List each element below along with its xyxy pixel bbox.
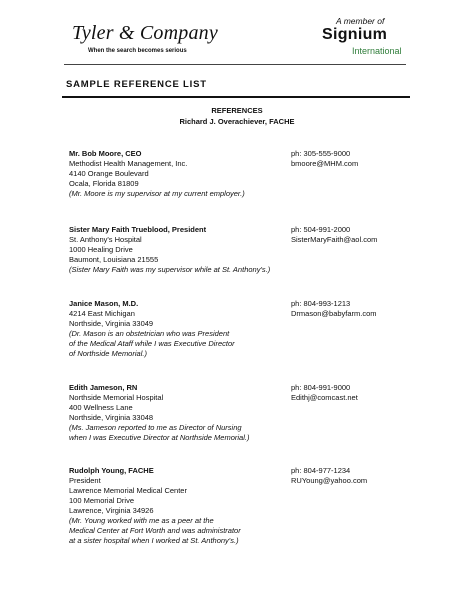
reference-line: President <box>69 476 101 485</box>
reference-email: SisterMaryFaith@aol.com <box>291 235 378 244</box>
reference-note: (Dr. Mason is an obstetrician who was President <box>69 329 230 338</box>
reference-note: when I was Executive Director at Northside Memorial.) <box>69 433 250 442</box>
reference-line: 1000 Healing Drive <box>69 245 133 254</box>
reference-note: of Northside Memorial.) <box>69 349 147 358</box>
member-of-label: A member of <box>336 16 385 26</box>
logo-tagline: When the search becomes serious <box>88 48 187 54</box>
reference-note: at a sister hospital when I worked at St. Anthony's.) <box>69 536 239 545</box>
reference-line: Methodist Health Management, Inc. <box>69 159 188 168</box>
reference-note: Medical Center at Fort Worth and was administrator <box>69 526 241 535</box>
reference-line: Baumont, Louisiana 21555 <box>69 255 159 264</box>
title-divider <box>62 96 410 98</box>
reference-note: (Mr. Moore is my supervisor at my current employer.) <box>69 189 245 198</box>
reference-line: Northside Memorial Hospital <box>69 393 164 402</box>
signium-logo <box>322 14 422 60</box>
candidate-name: Richard J. Overachiever, FACHE <box>179 117 295 126</box>
reference-line: Lawrence, Virginia 34926 <box>69 506 154 515</box>
reference-phone: ph: 804-993-1213 <box>291 299 351 308</box>
reference-phone: ph: 804-977-1234 <box>291 466 351 475</box>
reference-line: 100 Memorial Drive <box>69 496 135 505</box>
reference-name: Janice Mason, M.D. <box>69 299 139 308</box>
reference-email: RUYoung@yahoo.com <box>291 476 368 485</box>
reference-email: Drmason@babyfarm.com <box>291 309 377 318</box>
reference-line: Ocala, Florida 81809 <box>69 179 139 188</box>
header-divider <box>64 64 406 65</box>
signium-subbrand: International <box>352 46 402 56</box>
reference-note: of the Medical Ataff while I was Executive Director <box>69 339 235 348</box>
reference-name: Edith Jameson, RN <box>69 383 138 392</box>
signium-brand: Signium <box>322 26 388 43</box>
document-title: SAMPLE REFERENCE LIST <box>66 79 207 90</box>
reference-line: 400 Wellness Lane <box>69 403 133 412</box>
reference-note: (Ms. Jameson reported to me as Director of Nursing <box>69 423 242 432</box>
reference-line: Lawrence Memorial Medical Center <box>69 486 187 495</box>
references-heading: REFERENCES <box>211 106 263 115</box>
logo-name: Tyler & Company <box>72 22 218 44</box>
reference-phone: ph: 804-991-9000 <box>291 383 351 392</box>
reference-line: Northside, Virginia 33049 <box>69 319 154 328</box>
reference-line: Northside, Virginia 33048 <box>69 413 154 422</box>
reference-line: 4140 Orange Boulevard <box>69 169 149 178</box>
reference-line: St. Anthony's Hospital <box>69 235 142 244</box>
reference-phone: ph: 305-555-9000 <box>291 149 351 158</box>
reference-line: 4214 East Michigan <box>69 309 135 318</box>
reference-phone: ph: 504-991-2000 <box>291 225 351 234</box>
reference-note: (Sister Mary Faith was my supervisor while at St. Anthony's.) <box>69 265 271 274</box>
reference-name: Rudolph Young, FACHE <box>69 466 154 475</box>
reference-email: bmoore@MHM.com <box>291 159 359 168</box>
reference-note: (Mr. Young worked with me as a peer at the <box>69 516 214 525</box>
reference-email: Edithj@comcast.net <box>291 393 358 402</box>
reference-name: Mr. Bob Moore, CEO <box>69 149 142 158</box>
reference-name: Sister Mary Faith Trueblood, President <box>69 225 207 234</box>
tyler-company-logo <box>72 22 222 58</box>
